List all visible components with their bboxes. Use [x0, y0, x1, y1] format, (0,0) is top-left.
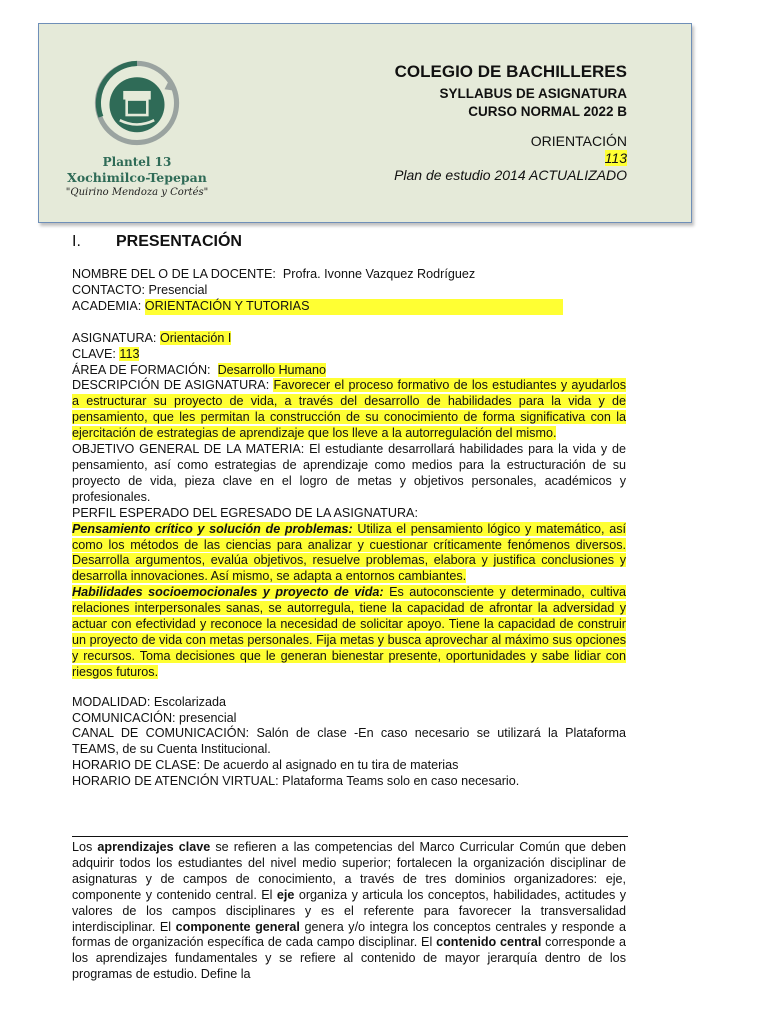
perfil-label: PERFIL ESPERADO DEL EGRESADO DE LA ASIGNATURA:	[72, 505, 418, 520]
canal-line: CANAL DE COMUNICACIÓN: Salón de clase -En caso necesario se utilizará la Plataforma TEAMS, de su Cuenta Institucional.	[72, 726, 626, 757]
contacto-value: Presencial	[148, 282, 208, 297]
perfil-socioemocional-text: Es autoconsciente y determinado, cultiva relaciones interpersonales sanas, se autorregula, tiene la capacidad de afrontar la adversidad y actuar con efectividad y reconoce la necesidad de solicitar apoyo. Tiene la capacidad de construir un proyecto de vida con metas personales. Fija metas y busca aprovechar al máximo sus opciones y recursos. Toma decisiones que le generan bienestar presente, oportunidades y sabe lidiar con riesgos futuros.	[72, 585, 626, 679]
plantel-emblem-icon	[94, 60, 180, 146]
aprendizajes-text-4: genera y/o integra los conceptos centrales y responde a formas de organización específica de cada campo disciplinar. El	[72, 919, 627, 950]
perfil-socioemocional-title: Habilidades socioemocionales y proyecto de vida:	[72, 585, 384, 600]
aprendizajes-text-3: organiza y articula los conceptos, habilidades, actitudes y valores de los campos disciplinares y es el referente para favorecer la transversalidad interdisciplinar. El	[72, 887, 626, 934]
perfil-critico-paragraph	[72, 522, 626, 586]
perfil-critico-text: Utiliza el pensamiento lógico y matemático, así como los métodos de las ciencias para analizar y cuestionar críticamente fenómenos diversos. Desarrolla argumentos, evalúa objetivos, resuelve problemas, elabora y justifica conclusiones y desarrolla innovaciones. Así mismo, se adapta a entornos cambiantes.	[72, 521, 626, 584]
aprendizajes-bold-4: contenido central	[436, 935, 542, 950]
section-heading	[72, 233, 242, 251]
descripcion-label: DESCRIPCIÓN DE ASIGNATURA:	[72, 378, 270, 393]
subject-code: 113	[604, 150, 627, 166]
section-divider	[72, 836, 628, 837]
perfil-critico-title: Pensamiento crítico y solución de problemas:	[72, 521, 353, 536]
docente-label: NOMBRE DEL O DE LA DOCENTE:	[72, 267, 276, 281]
aprendizajes-bold-1: aprendizajes clave	[97, 840, 211, 854]
area-value: Desarrollo Humano	[217, 362, 327, 377]
section-title: PRESENTACIÓN	[116, 233, 242, 250]
asignatura-value: Orientación I	[159, 330, 232, 345]
document-header	[38, 23, 692, 223]
study-plan: Plan de estudio 2014 ACTUALIZADO	[394, 167, 627, 183]
logo-honoree: "Quirino Mendoza y Cortés"	[65, 187, 209, 198]
docente-value: Profra. Ivonne Vazquez Rodríguez	[282, 267, 476, 281]
contacto-label: CONTACTO:	[72, 282, 145, 297]
doc-type: SYLLABUS DE ASIGNATURA	[439, 86, 627, 101]
header-titles	[394, 62, 627, 183]
aprendizajes-paragraph	[72, 840, 626, 983]
objetivo-paragraph: OBJETIVO GENERAL DE LA MATERIA: El estudiante desarrollará habilidades para la vida y de pensamiento, así como estrategias de aprendizaje como medios para la estructuración de su proyecto de vida, pieza clave en el logro de metas y objetivos personales, académicos y profesionales.	[72, 442, 626, 504]
subject-name: ORIENTACIÓN	[530, 133, 627, 149]
perfil-socioemocional-paragraph	[72, 585, 626, 680]
contacto-line	[72, 283, 626, 299]
school-logo	[57, 60, 217, 198]
school-name: COLEGIO DE BACHILLERES	[394, 62, 627, 81]
docente-line	[72, 267, 626, 283]
area-label: ÁREA DE FORMACIÓN:	[72, 362, 211, 377]
clave-line	[72, 347, 626, 363]
academia-line	[72, 299, 626, 315]
presentation-content	[72, 267, 626, 790]
clave-label: CLAVE:	[72, 346, 116, 361]
logo-campus: Xochimilco-Tepepan	[67, 170, 207, 185]
modalidad-line: MODALIDAD: Escolarizada	[72, 694, 226, 709]
aprendizajes-text-1: Los	[72, 840, 98, 854]
aprendizajes-text-2: se refieren a las competencias del Marco Curricular Común que deben adquirir todos los estudiantes del nivel medio superior; fortalecen la organización disciplinar de asignaturas y de campos de conocimiento, a través de tres dominios organizadores: eje, componente y contenido central. El	[72, 840, 626, 902]
aprendizajes-bold-3: componente general	[175, 919, 300, 934]
academia-label: ACADEMIA:	[72, 298, 142, 313]
aprendizajes-text-5: corresponde a los aprendizajes fundamentales y se refiere al contenido de mayor jerarquía dentro de los programas de estudio. Define la	[72, 935, 627, 982]
area-line	[72, 363, 626, 379]
horario-virtual-line: HORARIO DE ATENCIÓN VIRTUAL: Plataforma Teams solo en caso necesario.	[72, 774, 520, 789]
section-number: I.	[72, 233, 81, 250]
asignatura-line	[72, 331, 626, 347]
asignatura-label: ASIGNATURA:	[72, 330, 157, 345]
academia-value: ORIENTACIÓN Y TUTORIAS	[145, 299, 563, 315]
clave-value: 113	[119, 346, 140, 361]
logo-plantel: Plantel 13	[102, 155, 172, 169]
descripcion-value: Favorecer el proceso formativo de los estudiantes y ayudarlos a estructurar su proyecto de vida, a través del desarrollo de habilidades para la vida y de pensamiento, que les permitan la construcción de su conocimiento de forma significativa con la ejercitación de estrategias de aprendizaje que los lleve a la autorregulación del mismo.	[72, 378, 627, 441]
aprendizajes-bold-2: eje	[276, 887, 295, 902]
horario-clase-line: HORARIO DE CLASE: De acuerdo al asignado en tu tira de materias	[72, 758, 459, 773]
course-name: CURSO NORMAL 2022 B	[468, 104, 627, 119]
descripcion-paragraph	[72, 378, 626, 442]
comunicacion-line: COMUNICACIÓN: presencial	[72, 710, 237, 725]
